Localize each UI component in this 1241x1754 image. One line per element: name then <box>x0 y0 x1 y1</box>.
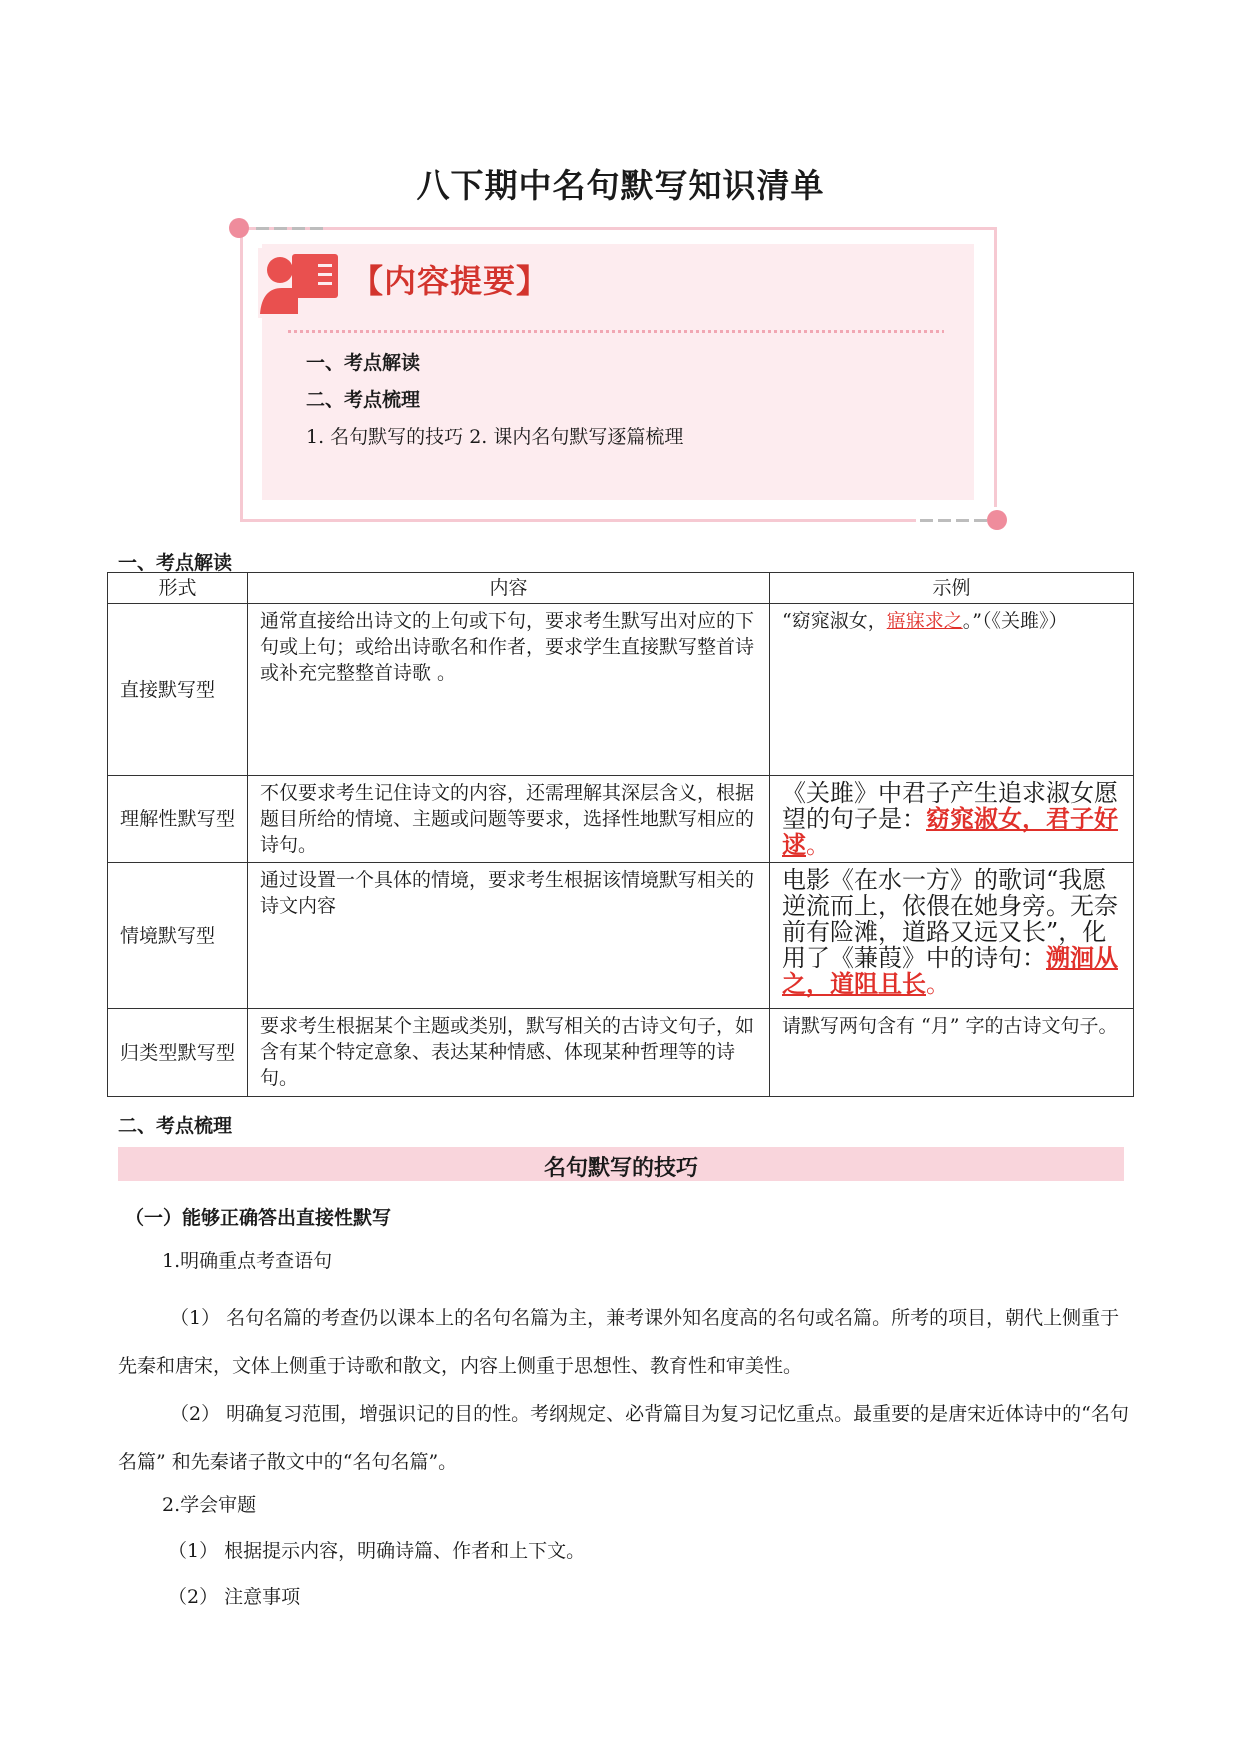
answer-text: 寤寐求之 <box>886 610 963 632</box>
dotted-divider <box>288 330 944 333</box>
presenter-icon <box>258 248 342 318</box>
form-cell: 情境默写型 <box>108 863 248 1009</box>
toc-item: 二、考点梳理 <box>306 389 421 411</box>
column-header: 内容 <box>248 573 770 604</box>
answer-text: 溯洄从之，道阻且长 <box>782 944 1118 998</box>
frame-dot <box>229 218 249 238</box>
frame-dash <box>920 519 988 522</box>
paragraph: （2） 注意事项 <box>168 1586 301 1608</box>
page-title: 八下期中名句默写知识清单 <box>416 166 825 205</box>
answer-text: 窈窕淑女，君子好逑 <box>782 805 1118 859</box>
frame-dash <box>256 227 324 230</box>
table-row <box>108 863 1134 1009</box>
frame-line <box>240 519 916 522</box>
example-cell: 请默写两句含有 “月” 字的古诗文句子。 <box>770 1009 1134 1097</box>
column-header: 形式 <box>108 573 248 604</box>
column-header: 示例 <box>770 573 1134 604</box>
content-cell: 不仅要求考生记住诗文的内容，还需理解其深层含义，根据题目所给的情境、主题或问题等要求，选择性地默写相应的诗句。 <box>248 776 770 863</box>
content-cell: 通常直接给出诗文的上句或下句，要求考生默写出对应的下句或上句；或给出诗歌名和作者，要求学生直接默写整首诗或补充完整整首诗歌 。 <box>248 604 770 776</box>
frame-line <box>240 230 243 522</box>
table-header-row <box>108 573 1134 604</box>
example-cell <box>770 604 1134 776</box>
toc-item: 1. 名句默写的技巧 2. 课内名句默写逐篇梳理 <box>306 426 684 448</box>
example-text: 。 <box>806 831 830 859</box>
toc-item: 一、考点解读 <box>306 352 421 374</box>
frame-line <box>240 227 994 230</box>
content-cell: 通过设置一个具体的情境，要求考生根据该情境默写相关的诗文内容 <box>248 863 770 1009</box>
table-row <box>108 776 1134 863</box>
section-heading: 二、考点梳理 <box>118 1115 233 1137</box>
example-text: 。”（《关雎》） <box>962 610 1068 632</box>
frame-dot <box>987 510 1007 530</box>
example-text: 电影《在水一方》的歌词“我愿逆流而上，依偎在她身旁。无奈前有险滩，道路又远又长”，化用了《蒹葭》中的诗句： <box>782 866 1118 972</box>
subsection-heading: （一）能够正确答出直接性默写 <box>125 1207 392 1229</box>
table-row <box>108 604 1134 776</box>
example-text: “窈窕淑女， <box>782 610 887 632</box>
paragraph: （2） 明确复习范围，增强识记的目的性。考纲规定、必背篇目为复习记忆重点。最重要的是唐宋近体诗中的“名句名篇” 和先秦诸子散文中的“名句名篇”。 <box>118 1403 1129 1473</box>
content-cell: 要求考生根据某个主题或类别，默写相关的古诗文句子，如含有某个特定意象、表达某种情感、体现某种哲理等的诗句。 <box>248 1009 770 1097</box>
section-heading: 一、考点解读 <box>118 552 233 574</box>
paragraph: 1.明确重点考查语句 <box>162 1250 333 1272</box>
topic-band-title: 名句默写的技巧 <box>543 1156 698 1181</box>
example-cell <box>770 776 1134 863</box>
table-row <box>108 1009 1134 1097</box>
form-cell: 理解性默写型 <box>108 776 248 863</box>
frame-line <box>994 227 997 507</box>
exam-type-table <box>107 572 1134 1097</box>
example-text: 。 <box>926 970 950 998</box>
paragraph: （1） 根据提示内容，明确诗篇、作者和上下文。 <box>168 1540 586 1562</box>
form-cell: 直接默写型 <box>108 604 248 776</box>
example-text: 《关雎》中君子产生追求淑女愿望的句子是： <box>782 779 1118 833</box>
form-cell: 归类型默写型 <box>108 1009 248 1097</box>
paragraph: （1） 名句名篇的考查仍以课本上的名句名篇为主，兼考课外知名度高的名句或名篇。所考的项目，朝代上侧重于先秦和唐宋，文体上侧重于诗歌和散文，内容上侧重于思想性、教育性和审美性。 <box>118 1307 1120 1377</box>
example-cell <box>770 863 1134 1009</box>
paragraph: 2.学会审题 <box>162 1494 257 1516</box>
summary-heading: 【内容提要】 <box>351 262 550 300</box>
